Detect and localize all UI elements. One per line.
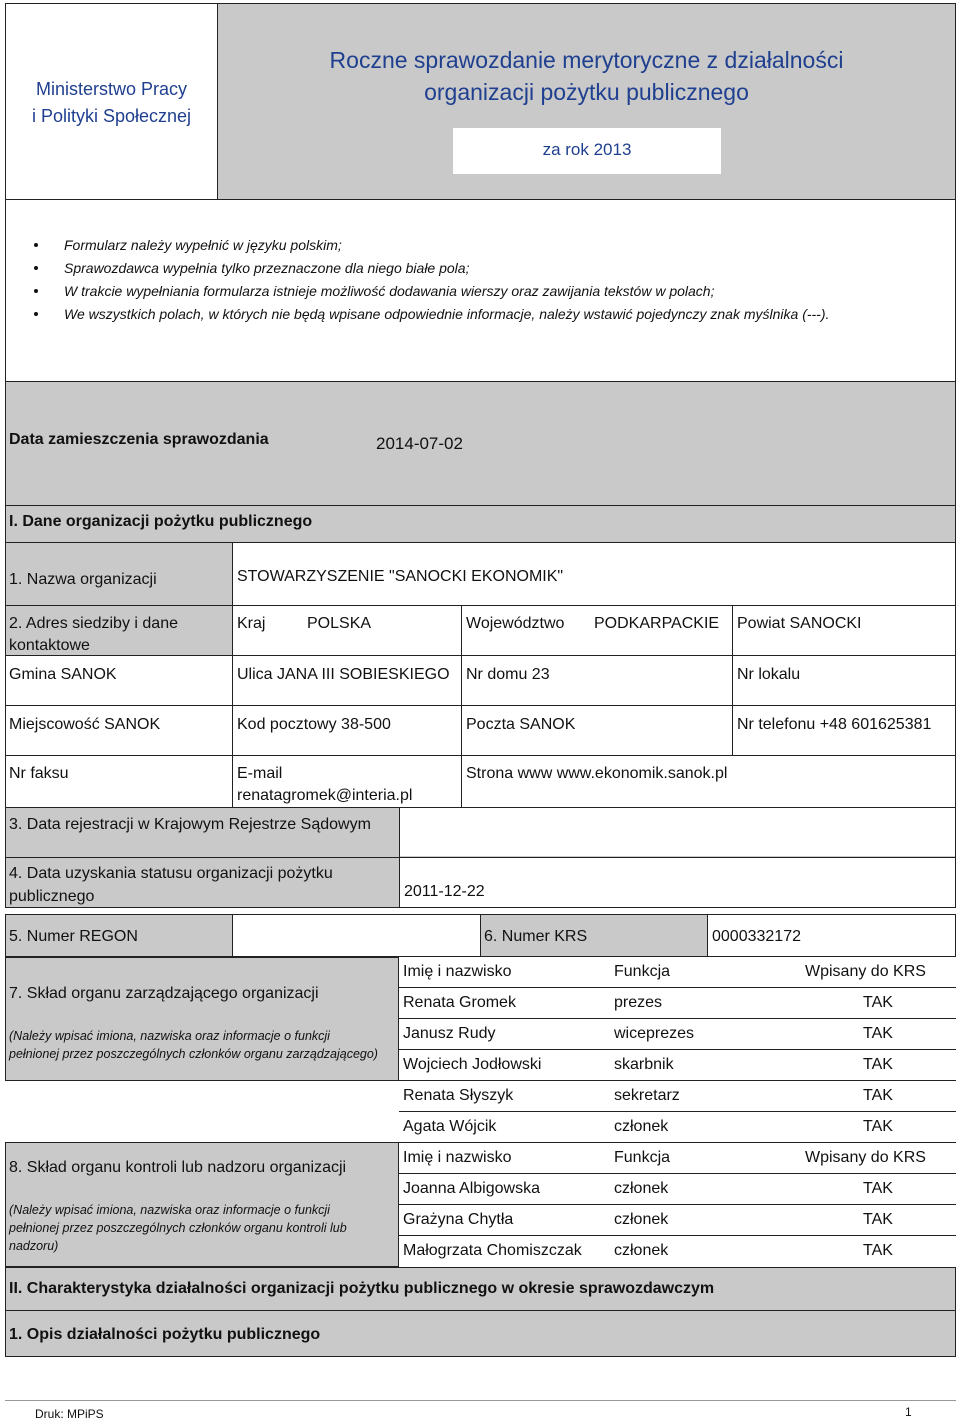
county: Powiat SANOCKI xyxy=(737,615,862,632)
regon-label: 5. Numer REGON xyxy=(9,928,138,945)
sup-header-function: Funkcja xyxy=(614,1149,671,1166)
status-label-line1: 4. Data uzyskania statusu organizacji pożytku xyxy=(9,865,333,882)
bullet-icon xyxy=(34,243,38,247)
gmina: Gmina SANOK xyxy=(9,666,117,683)
instructions-box xyxy=(5,199,956,382)
bullet-icon xyxy=(34,266,38,270)
management-note-line1: (Należy wpisać imiona, nazwiska oraz informacje o funkcji xyxy=(9,1029,330,1043)
publication-date-value[interactable]: 2014-07-02 xyxy=(376,434,463,453)
management-note-line2: pełnionej przez poszczególnych członków organu zarządzającego) xyxy=(9,1047,378,1061)
mgmt-member-function: prezes xyxy=(614,994,663,1011)
sup-member-function: członek xyxy=(614,1180,669,1197)
org-name-value: STOWARZYSZENIE "SANOCKI EKONOMIK" xyxy=(237,568,564,585)
country-label: Kraj xyxy=(237,615,266,632)
krs-registration-label: 3. Data rejestracji w Krajowym Rejestrze Sądowym xyxy=(9,816,371,833)
mgmt-member-krs: TAK xyxy=(863,1056,893,1073)
ministry-name-line1: Ministerstwo Pracy xyxy=(35,79,188,99)
org-name-label: 1. Nazwa organizacji xyxy=(9,571,157,588)
sup-member-krs: TAK xyxy=(863,1242,893,1259)
city: Miejscowość SANOK xyxy=(9,716,161,733)
sup-member-name: Joanna Albigowska xyxy=(403,1180,540,1197)
sup-header-name: Imię i nazwisko xyxy=(403,1149,512,1166)
section2-item1-box xyxy=(5,1310,956,1357)
address-label-line1: 2. Adres siedziby i dane xyxy=(9,615,178,632)
mgmt-member-krs: TAK xyxy=(863,1118,893,1135)
status-date-value: 2011-12-22 xyxy=(404,883,485,900)
website: Strona www www.ekonomik.sanok.pl xyxy=(466,765,728,782)
mgmt-member-name: Renata Słyszyk xyxy=(403,1087,514,1104)
supervision-label-box xyxy=(5,1142,399,1267)
instruction-item: W trakcie wypełniania formularza istnieje możliwość dodawania wierszy oraz zawijania tekstów w polach; xyxy=(64,283,715,299)
footer-print: Druk: MPiPS xyxy=(35,1407,104,1421)
report-title-line2: organizacji pożytku publicznego xyxy=(424,79,749,105)
mgmt-header-krs: Wpisany do KRS xyxy=(805,963,926,980)
instruction-item: Formularz należy wypełnić w języku polskim; xyxy=(64,237,342,253)
instruction-item: Sprawozdawca wypełnia tylko przeznaczone dla niego białe pola; xyxy=(64,260,470,276)
bullet-icon xyxy=(34,312,38,316)
country-value: POLSKA xyxy=(307,615,372,632)
bullet-icon xyxy=(34,289,38,293)
sup-member-name: Małogrzata Chomiszczak xyxy=(403,1242,582,1259)
postcode: Kod pocztowy 38-500 xyxy=(237,716,391,733)
mgmt-member-krs: TAK xyxy=(863,1087,893,1104)
mgmt-member-function: sekretarz xyxy=(614,1087,680,1104)
post-office: Poczta SANOK xyxy=(466,716,576,733)
footer-rule xyxy=(5,1400,956,1401)
krs-reg-date-field[interactable] xyxy=(399,807,956,856)
section2-header xyxy=(5,1267,956,1311)
fax: Nr faksu xyxy=(9,765,69,782)
instruction-item: We wszystkich polach, w których nie będą wpisane odpowiednie informacje, należy wstawić pojedynczy znak myślnika (-‐‐). xyxy=(64,306,830,322)
sup-member-krs: TAK xyxy=(863,1180,893,1197)
supervision-label: 8. Skład organu kontroli lub nadzoru organizacji xyxy=(9,1159,347,1176)
ministry-name-line2: i Polityki Społecznej xyxy=(31,106,192,126)
mgmt-member-function: skarbnik xyxy=(614,1056,674,1073)
mgmt-member-krs: TAK xyxy=(863,1025,893,1042)
regon-field[interactable] xyxy=(232,914,480,956)
krs-label: 6. Numer KRS xyxy=(484,928,588,945)
krs-value: 0000332172 xyxy=(712,928,801,945)
voivodeship-value: PODKARPACKIE xyxy=(594,615,720,632)
email-label: E-mail xyxy=(237,765,283,782)
year-text: za rok 2013 xyxy=(542,140,632,159)
status-label-line2: publicznego xyxy=(9,888,95,905)
supervision-note-line2: pełnionej przez poszczególnych członków organu kontroli lub xyxy=(9,1221,347,1235)
house-number: Nr domu 23 xyxy=(466,666,550,683)
mgmt-member-krs: TAK xyxy=(863,994,893,1011)
phone: Nr telefonu +48 601625381 xyxy=(737,716,932,733)
publication-box xyxy=(5,381,956,506)
sup-member-function: członek xyxy=(614,1242,669,1259)
sup-member-name: Grażyna Chytła xyxy=(403,1211,514,1228)
section2-title: II. Charakterystyka działalności organizacji pożytku publicznego w okresie sprawozdawczym xyxy=(9,1280,715,1297)
email-value: renatagromek@interia.pl xyxy=(237,787,413,804)
section1-header xyxy=(5,505,956,543)
mgmt-header-function: Funkcja xyxy=(614,963,671,980)
mgmt-header-name: Imię i nazwisko xyxy=(403,963,512,980)
sup-member-krs: TAK xyxy=(863,1211,893,1228)
supervision-note-line1: (Należy wpisać imiona, nazwiska oraz informacje o funkcji xyxy=(9,1203,330,1217)
supervision-note-line3: nadzoru) xyxy=(9,1239,59,1253)
report-title-line1: Roczne sprawozdanie merytoryczne z działalności xyxy=(329,47,844,73)
street: Ulica JANA III SOBIESKIEGO xyxy=(237,666,450,683)
mgmt-member-name: Renata Gromek xyxy=(403,994,516,1011)
ministry-box xyxy=(5,3,218,200)
page-number: 1 xyxy=(905,1405,912,1419)
voivodeship-label: Województwo xyxy=(466,615,565,632)
flat-number: Nr lokalu xyxy=(737,666,801,683)
address-label-line2: kontaktowe xyxy=(9,637,90,654)
mgmt-member-name: Wojciech Jodłowski xyxy=(403,1056,542,1073)
mgmt-member-name: Janusz Rudy xyxy=(403,1025,496,1042)
publication-date-label: Data zamieszczenia sprawozdania xyxy=(9,431,269,448)
year-field[interactable] xyxy=(453,128,721,174)
title-box xyxy=(217,3,956,200)
mgmt-member-function: wiceprezes xyxy=(614,1025,695,1042)
mgmt-member-function: członek xyxy=(614,1118,669,1135)
section1-title: I. Dane organizacji pożytku publicznego xyxy=(9,513,313,530)
sup-member-function: członek xyxy=(614,1211,669,1228)
management-label-box xyxy=(5,957,399,1081)
mgmt-member-name: Agata Wójcik xyxy=(403,1118,497,1135)
section2-item1-label: 1. Opis działalności pożytku publicznego xyxy=(9,1326,321,1343)
sup-header-krs: Wpisany do KRS xyxy=(805,1149,926,1166)
management-label: 7. Skład organu zarządzającego organizacji xyxy=(9,985,319,1002)
